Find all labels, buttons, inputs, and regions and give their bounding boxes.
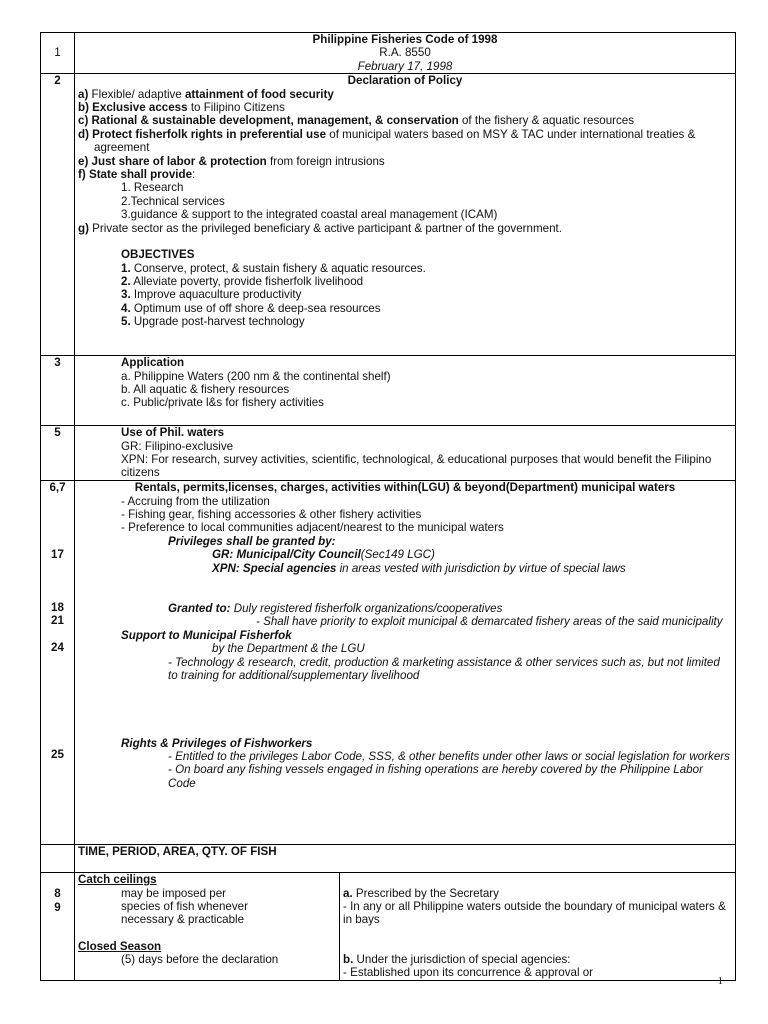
- catch-ceiling-heading: Catch ceilings: [78, 873, 157, 887]
- catch-ceiling-line: may be imposed per: [121, 886, 227, 900]
- support-by: by the Department & the LGU: [212, 642, 365, 656]
- policy-sub-item: 1. Research: [121, 181, 184, 195]
- rentals-bullet: - Accruing from the utilization: [121, 494, 270, 508]
- objective-item: 3. Improve aquaculture productivity: [121, 288, 302, 302]
- row-number: 1: [41, 33, 75, 74]
- application-item: a. Philippine Waters (200 nm & the continental shelf): [121, 369, 391, 383]
- catch-ceiling-line: species of fish whenever: [121, 900, 248, 914]
- policy-item-e: e) Just share of labor & protection from foreign intrusions: [78, 154, 385, 168]
- catch-inner-table: [75, 873, 735, 979]
- catch-right-a-sub: - In any or all Philippine waters outside the boundary of municipal waters & in bays: [343, 900, 726, 927]
- act-date: February 17, 1998: [357, 59, 453, 73]
- catch-cell: [75, 873, 736, 980]
- act-number: R.A. 8550: [379, 46, 431, 60]
- catch-row: [41, 873, 736, 980]
- objective-item: 1. Conserve, protect, & sustain fishery & aquatic resources.: [121, 261, 426, 275]
- row-number: 9: [54, 900, 61, 914]
- policy-cell: [75, 74, 736, 356]
- application-row: [41, 356, 736, 426]
- catch-left: [75, 873, 340, 979]
- policy-sub-item: 3.guidance & support to the integrated coastal areal management (ICAM): [121, 208, 498, 222]
- policy-item-d: d) Protect fisherfolk rights in preferential use of municipal waters based on MSY & TAC under international treaties & agreement: [78, 127, 696, 155]
- time-row: [41, 845, 736, 873]
- policy-row: [41, 74, 736, 356]
- granted-to: Granted to: Duly registered fisherfolk organizations/cooperatives: [168, 602, 503, 616]
- row-number-column: [41, 481, 75, 845]
- row-number: 3: [41, 356, 75, 426]
- support-heading: Support to Municipal Fisherfok: [121, 628, 292, 642]
- row-number: 25: [51, 748, 64, 762]
- catch-right-b: b. Under the jurisdiction of special agencies:: [343, 952, 571, 966]
- objective-item: 5. Upgrade post-harvest technology: [121, 315, 305, 329]
- rights-item: - Entitled to the privileges Labor Code, SSS, & other benefits under other laws or social legislation for workers: [168, 749, 730, 763]
- row-number: 24: [51, 640, 64, 654]
- catch-ceiling-line: necessary & practicable: [121, 913, 245, 927]
- catch-right-b-sub: - Established upon its concurrence & approval or: [343, 966, 594, 980]
- row-number: 5: [41, 426, 75, 481]
- row-number: 18: [51, 601, 64, 615]
- document-title: Philippine Fisheries Code of 1998: [312, 33, 498, 46]
- closed-season-heading: Closed Season: [78, 939, 162, 953]
- page-number: 1: [717, 975, 723, 987]
- privileges-exception: XPN: Special agencies in areas vested with jurisdiction by virtue of special laws: [212, 561, 626, 575]
- row-number-column: [41, 873, 75, 980]
- title-row: [41, 33, 736, 74]
- objective-item: 4. Optimum use of off shore & deep-sea resources: [121, 301, 381, 315]
- application-heading: Application: [121, 356, 185, 370]
- time-heading: TIME, PERIOD, AREA, QTY. OF FISH: [78, 845, 277, 859]
- objectives-heading: OBJECTIVES: [121, 248, 195, 262]
- row-number: 8: [54, 887, 61, 901]
- application-cell: [75, 356, 736, 426]
- title-cell: [75, 33, 736, 74]
- policy-item-b: b) Exclusive access to Filipino Citizens: [78, 101, 285, 115]
- support-text: - Technology & research, credit, production & marketing assistance & other services such as, but not limited to training for additional/supplementary livelihood: [168, 655, 720, 683]
- policy-item-g: g) Private sector as the privileged beneficiary & active participant & partner of the government.: [78, 221, 562, 235]
- rentals-heading: Rentals, permits,licenses, charges, activities within(LGU) & beyond(Department) municipal waters: [134, 481, 676, 495]
- use-heading: Use of Phil. waters: [121, 426, 225, 440]
- closed-season-line: (5) days before the declaration: [121, 953, 279, 967]
- row-number: 17: [51, 547, 64, 561]
- use-row: [41, 426, 736, 481]
- catch-right: [340, 873, 736, 979]
- use-cell: [75, 426, 736, 481]
- catch-right-a: a. Prescribed by the Secretary: [343, 886, 499, 900]
- privileges-heading: Privileges shall be granted by:: [168, 534, 336, 548]
- privileges-general-rule: GR: Municipal/City Council(Sec149 LGC): [212, 548, 435, 562]
- policy-heading: Declaration of Policy: [347, 74, 463, 88]
- time-cell: [75, 845, 736, 873]
- fisheries-code-table: [40, 32, 736, 981]
- rights-heading: Rights & Privileges of Fishworkers: [121, 736, 313, 750]
- row-number: 21: [51, 614, 64, 628]
- application-item: b. All aquatic & fishery resources: [121, 383, 290, 397]
- policy-item-f: f) State shall provide:: [78, 168, 196, 182]
- use-general-rule: GR: Filipino-exclusive: [121, 439, 234, 453]
- rights-item: - On board any fishing vessels engaged in fishing operations are hereby covered by the Philippine Labor Code: [168, 763, 703, 790]
- objective-item: 2. Alleviate poverty, provide fisherfolk livelihood: [121, 274, 364, 288]
- policy-sub-item: 2.Technical services: [121, 194, 225, 208]
- rentals-bullet: - Preference to local communities adjacent/nearest to the municipal waters: [121, 521, 504, 535]
- row-number: 6,7: [49, 481, 66, 495]
- row-number: 2: [41, 74, 75, 356]
- granted-sub: - Shall have priority to exploit municipal & demarcated fishery areas of the said municipality: [256, 615, 723, 629]
- use-exception: XPN: For research, survey activities, scientific, technological, & educational purposes that would benefit the Filipino citizens: [121, 453, 712, 480]
- rentals-bullet: - Fishing gear, fishing accessories & other fishery activities: [121, 508, 422, 522]
- policy-item-c: c) Rational & sustainable development, management, & conservation of the fishery & aquatic resources: [78, 114, 635, 128]
- policy-item-a: a) Flexible/ adaptive attainment of food security: [78, 87, 334, 101]
- application-item: c. Public/private l&s for fishery activities: [121, 396, 324, 410]
- rentals-cell: [75, 481, 736, 845]
- rentals-row: [41, 481, 736, 845]
